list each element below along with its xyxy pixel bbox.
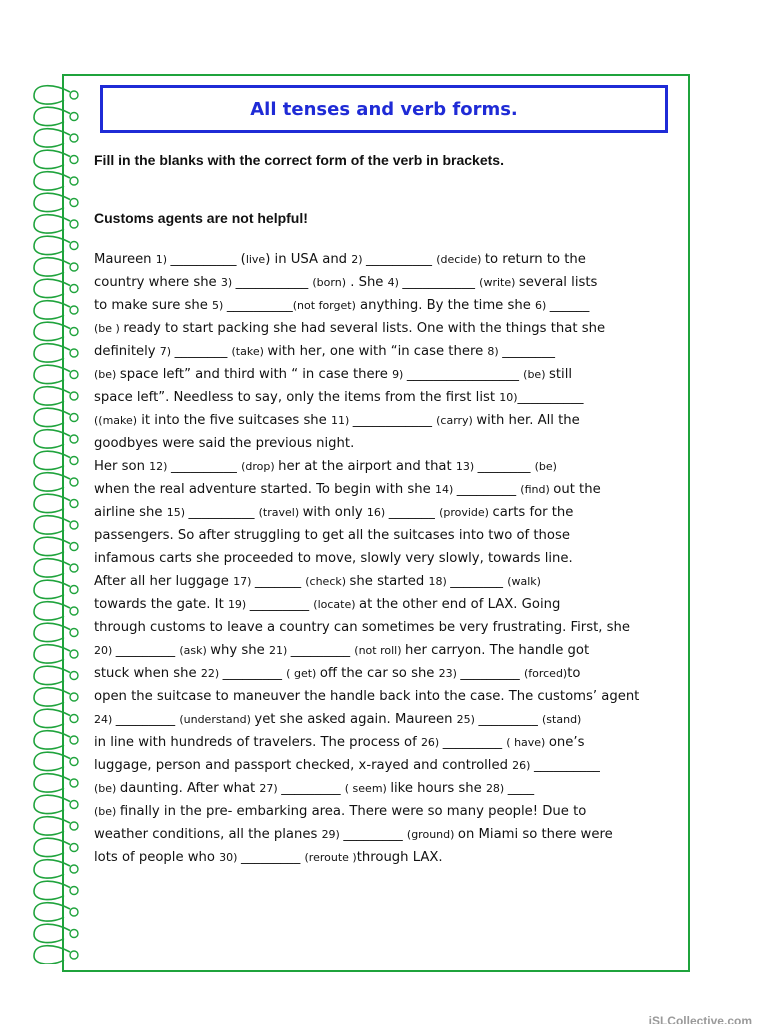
text-segment: through LAX. bbox=[356, 850, 443, 865]
text-segment: __________ bbox=[188, 505, 259, 520]
verb-hint: 14) bbox=[434, 483, 457, 496]
spiral-ring-icon bbox=[34, 494, 78, 512]
verb-hint: 6) bbox=[535, 299, 550, 312]
verb-hint: (be ) bbox=[94, 322, 124, 335]
verb-hint: ( get) bbox=[286, 667, 320, 680]
verb-hint: 16) bbox=[366, 506, 389, 519]
verb-hint: (be) bbox=[94, 368, 120, 381]
text-segment: daunting. After what bbox=[119, 781, 260, 796]
text-segment: carts for the bbox=[492, 505, 574, 520]
verb-hint: 23) bbox=[438, 667, 461, 680]
text-segment: space left” and third with “ in case there bbox=[119, 367, 393, 382]
text-segment: _________ bbox=[240, 850, 305, 865]
text-segment: _________ bbox=[115, 712, 180, 727]
text-segment: towards the gate. It bbox=[94, 597, 228, 612]
verb-hint: (be) bbox=[523, 368, 549, 381]
text-segment: ________ bbox=[450, 574, 508, 589]
spiral-ring-icon bbox=[34, 279, 78, 297]
verb-hint: (reroute ) bbox=[304, 851, 357, 864]
text-segment: several lists bbox=[518, 275, 598, 290]
text-segment: to make sure she bbox=[94, 298, 213, 313]
text-segment: out the bbox=[553, 482, 601, 497]
story-line bbox=[94, 846, 684, 869]
verb-hint: 10) bbox=[499, 391, 518, 404]
instruction-text: Fill in the blanks with the correct form of the verb in brackets. bbox=[94, 152, 504, 168]
verb-hint: 18) bbox=[428, 575, 451, 588]
verb-hint: (decide) bbox=[436, 253, 485, 266]
text-segment: yet she asked again. Maureen bbox=[254, 712, 457, 727]
story-line bbox=[94, 616, 684, 639]
spiral-ring-icon bbox=[34, 236, 78, 254]
spiral-ring-icon bbox=[34, 752, 78, 770]
text-segment: _________ bbox=[456, 482, 521, 497]
verb-hint: 12) bbox=[149, 460, 171, 473]
text-segment: with her. All the bbox=[476, 413, 580, 428]
verb-hint: ((make) bbox=[94, 414, 138, 427]
story-line bbox=[94, 524, 684, 547]
text-segment: ________ bbox=[502, 344, 555, 359]
story-line bbox=[94, 409, 684, 432]
spiral-ring-icon bbox=[34, 172, 78, 190]
story-line bbox=[94, 639, 684, 662]
verb-hint: (travel) bbox=[258, 506, 303, 519]
spiral-ring-icon bbox=[34, 817, 78, 835]
text-segment: ______ bbox=[549, 298, 590, 313]
spiral-ring-icon bbox=[34, 860, 78, 878]
text-segment: _________ bbox=[460, 666, 524, 681]
verb-hint: (write) bbox=[479, 276, 519, 289]
verb-hint: 22) bbox=[200, 667, 223, 680]
text-segment: with only bbox=[302, 505, 367, 520]
verb-hint: (be) bbox=[94, 782, 120, 795]
spiral-ring-icon bbox=[34, 946, 78, 964]
story-line bbox=[94, 570, 684, 593]
verb-hint: 2) bbox=[351, 253, 367, 266]
text-segment: airline she bbox=[94, 505, 167, 520]
text-segment: off the car so she bbox=[319, 666, 439, 681]
text-segment: to return to the bbox=[484, 252, 586, 267]
text-segment: ___________ bbox=[235, 275, 313, 290]
story-line bbox=[94, 731, 684, 754]
verb-hint: 15) bbox=[166, 506, 189, 519]
spiral-ring-icon bbox=[34, 387, 78, 405]
verb-hint: (stand) bbox=[542, 713, 582, 726]
story-line bbox=[94, 363, 684, 386]
text-segment: country where she bbox=[94, 275, 221, 290]
text-segment: __________ bbox=[533, 758, 600, 773]
text-segment: why she bbox=[210, 643, 269, 658]
spiral-ring-icon bbox=[34, 881, 78, 899]
story-line bbox=[94, 685, 684, 708]
text-segment: _________________ bbox=[406, 367, 524, 382]
text-segment: infamous carts she proceeded to move, slowly very slowly, towards line. bbox=[94, 551, 573, 566]
text-segment: _______ bbox=[254, 574, 306, 589]
story-line bbox=[94, 754, 684, 777]
text-segment: Her son bbox=[94, 459, 150, 474]
spiral-ring-icon bbox=[34, 666, 78, 684]
story-line bbox=[94, 501, 684, 524]
text-segment: ready to start packing she had several lists. One with the things that she bbox=[123, 321, 606, 336]
spiral-ring-icon bbox=[34, 580, 78, 598]
verb-hint: 5) bbox=[212, 299, 227, 312]
text-segment: on Miami so there were bbox=[457, 827, 613, 842]
text-segment: her at the airport and that bbox=[278, 459, 456, 474]
verb-hint: 25) bbox=[456, 713, 479, 726]
text-segment: finally in the pre- embarking area. There were so many people! Due to bbox=[119, 804, 587, 819]
spiral-ring-icon bbox=[34, 559, 78, 577]
spiral-ring-icon bbox=[34, 731, 78, 749]
text-segment: ___________ bbox=[402, 275, 480, 290]
verb-hint: 8) bbox=[487, 345, 503, 358]
story-line bbox=[94, 294, 684, 317]
spiral-ring-icon bbox=[34, 516, 78, 534]
story-text bbox=[94, 248, 684, 869]
text-segment: _________ bbox=[343, 827, 407, 842]
spiral-ring-icon bbox=[34, 129, 78, 147]
text-segment: _________ bbox=[281, 781, 345, 796]
spiral-ring-icon bbox=[34, 86, 78, 104]
verb-hint: (check) bbox=[305, 575, 350, 588]
verb-hint: (be) bbox=[94, 805, 120, 818]
text-segment: her carryon. The handle got bbox=[405, 643, 590, 658]
text-segment: one’s bbox=[548, 735, 585, 750]
text-segment: weather conditions, all the planes bbox=[94, 827, 322, 842]
spiral-ring-icon bbox=[34, 774, 78, 792]
text-segment: luggage, person and passport checked, x-rayed and controlled bbox=[94, 758, 513, 773]
verb-hint: 26) bbox=[420, 736, 443, 749]
verb-hint: 21) bbox=[268, 644, 291, 657]
verb-hint: 26) bbox=[512, 759, 534, 772]
text-segment: ) in USA and bbox=[265, 252, 352, 267]
text-segment: _________ bbox=[442, 735, 507, 750]
verb-hint: (born) bbox=[312, 276, 346, 289]
verb-hint: (forced) bbox=[523, 667, 568, 680]
text-segment: definitely bbox=[94, 344, 160, 359]
verb-hint: 9) bbox=[392, 368, 407, 381]
spiral-ring-icon bbox=[34, 107, 78, 125]
verb-hint: (walk) bbox=[507, 575, 541, 588]
verb-hint: (take) bbox=[231, 345, 268, 358]
spiral-ring-icon bbox=[34, 365, 78, 383]
text-segment: it into the five suitcases she bbox=[137, 413, 331, 428]
story-line bbox=[94, 386, 684, 409]
verb-hint: 17) bbox=[233, 575, 255, 588]
story-title: Customs agents are not helpful! bbox=[94, 210, 308, 226]
story-line bbox=[94, 708, 684, 731]
verb-hint: (ground) bbox=[406, 828, 458, 841]
site-watermark: iSLCollective.com bbox=[648, 1014, 752, 1024]
text-segment: __________ bbox=[517, 390, 584, 405]
text-segment: _________ bbox=[115, 643, 180, 658]
story-line bbox=[94, 248, 684, 271]
story-line bbox=[94, 823, 684, 846]
text-segment: space left”. Needless to say, only the items from the first list bbox=[94, 390, 500, 405]
text-segment: like hours she bbox=[390, 781, 486, 796]
verb-hint: 29) bbox=[321, 828, 344, 841]
verb-hint: live bbox=[245, 253, 266, 266]
verb-hint: (find) bbox=[520, 483, 554, 496]
text-segment: After all her luggage bbox=[94, 574, 234, 589]
spiral-ring-icon bbox=[34, 344, 78, 362]
text-segment: through customs to leave a country can sometimes be very frustrating. First, she bbox=[94, 620, 630, 635]
verb-hint: 11) bbox=[330, 414, 353, 427]
spiral-ring-icon bbox=[34, 473, 78, 491]
verb-hint: 3) bbox=[220, 276, 236, 289]
text-segment: goodbyes were said the previous night. bbox=[94, 436, 355, 451]
verb-hint: (be) bbox=[534, 460, 557, 473]
text-segment: __________ bbox=[366, 252, 437, 267]
text-segment: __________ bbox=[170, 459, 242, 474]
verb-hint: (locate) bbox=[313, 598, 360, 611]
spiral-ring-icon bbox=[34, 408, 78, 426]
verb-hint: (understand) bbox=[179, 713, 255, 726]
verb-hint: 30) bbox=[219, 851, 241, 864]
text-segment: ____ bbox=[507, 781, 535, 796]
verb-hint: 7) bbox=[159, 345, 175, 358]
text-segment: _________ bbox=[478, 712, 543, 727]
text-segment: with her, one with “in case there bbox=[267, 344, 488, 359]
text-segment: Maureen bbox=[94, 252, 156, 267]
title-box bbox=[100, 85, 668, 133]
verb-hint: ( seem) bbox=[344, 782, 391, 795]
verb-hint: (ask) bbox=[179, 644, 211, 657]
verb-hint: 13) bbox=[455, 460, 478, 473]
text-segment: at the other end of LAX. Going bbox=[359, 597, 561, 612]
text-segment: anything. By the time she bbox=[355, 298, 535, 313]
text-segment: to bbox=[567, 666, 581, 681]
spiral-ring-icon bbox=[34, 645, 78, 663]
spiral-ring-icon bbox=[34, 903, 78, 921]
text-segment: ________ bbox=[477, 459, 535, 474]
story-line bbox=[94, 662, 684, 685]
verb-hint: ( have) bbox=[506, 736, 549, 749]
text-segment: passengers. So after struggling to get all the suitcases into two of those bbox=[94, 528, 570, 543]
verb-hint: (not roll) bbox=[354, 644, 406, 657]
spiral-ring-icon bbox=[34, 623, 78, 641]
story-line bbox=[94, 432, 684, 455]
verb-hint: 28) bbox=[485, 782, 508, 795]
verb-hint: (provide) bbox=[439, 506, 493, 519]
text-segment: lots of people who bbox=[94, 850, 220, 865]
spiral-ring-icon bbox=[34, 322, 78, 340]
text-segment: in line with hundreds of travelers. The process of bbox=[94, 735, 421, 750]
spiral-binding-icon bbox=[20, 84, 90, 964]
story-line bbox=[94, 317, 684, 340]
story-line bbox=[94, 478, 684, 501]
verb-hint: 20) bbox=[94, 644, 116, 657]
spiral-ring-icon bbox=[34, 258, 78, 276]
text-segment: . She bbox=[346, 275, 388, 290]
story-line bbox=[94, 547, 684, 570]
verb-hint: (drop) bbox=[241, 460, 279, 473]
verb-hint: (carry) bbox=[436, 414, 477, 427]
verb-hint: 24) bbox=[94, 713, 116, 726]
spiral-ring-icon bbox=[34, 602, 78, 620]
verb-hint: 1) bbox=[155, 253, 171, 266]
verb-hint: 4) bbox=[387, 276, 403, 289]
text-segment: __________ ( bbox=[170, 252, 246, 267]
text-segment: when the real adventure started. To begin with she bbox=[94, 482, 435, 497]
spiral-ring-icon bbox=[34, 451, 78, 469]
text-segment: ____________ bbox=[352, 413, 437, 428]
verb-hint: (not forget) bbox=[292, 299, 356, 312]
spiral-ring-icon bbox=[34, 193, 78, 211]
text-segment: still bbox=[549, 367, 573, 382]
text-segment: she started bbox=[349, 574, 429, 589]
text-segment: _________ bbox=[249, 597, 314, 612]
story-line bbox=[94, 777, 684, 800]
verb-hint: 19) bbox=[227, 598, 250, 611]
spiral-ring-icon bbox=[34, 795, 78, 813]
text-segment: ________ bbox=[174, 344, 232, 359]
text-segment: open the suitcase to maneuver the handle back into the case. The customs’ agent bbox=[94, 689, 640, 704]
spiral-ring-icon bbox=[34, 430, 78, 448]
text-segment: _________ bbox=[290, 643, 355, 658]
story-line bbox=[94, 340, 684, 363]
spiral-ring-icon bbox=[34, 709, 78, 727]
spiral-ring-icon bbox=[34, 838, 78, 856]
text-segment: stuck when she bbox=[94, 666, 201, 681]
spiral-ring-icon bbox=[34, 924, 78, 942]
story-line bbox=[94, 271, 684, 294]
story-line bbox=[94, 800, 684, 823]
spiral-ring-icon bbox=[34, 537, 78, 555]
story-line bbox=[94, 593, 684, 616]
spiral-ring-icon bbox=[34, 301, 78, 319]
spiral-ring-icon bbox=[34, 215, 78, 233]
worksheet-title: All tenses and verb forms. bbox=[250, 98, 518, 120]
text-segment: __________ bbox=[226, 298, 293, 313]
spiral-ring-icon bbox=[34, 688, 78, 706]
text-segment: _______ bbox=[388, 505, 440, 520]
story-line bbox=[94, 455, 684, 478]
spiral-ring-icon bbox=[34, 150, 78, 168]
text-segment: _________ bbox=[222, 666, 287, 681]
verb-hint: 27) bbox=[259, 782, 282, 795]
